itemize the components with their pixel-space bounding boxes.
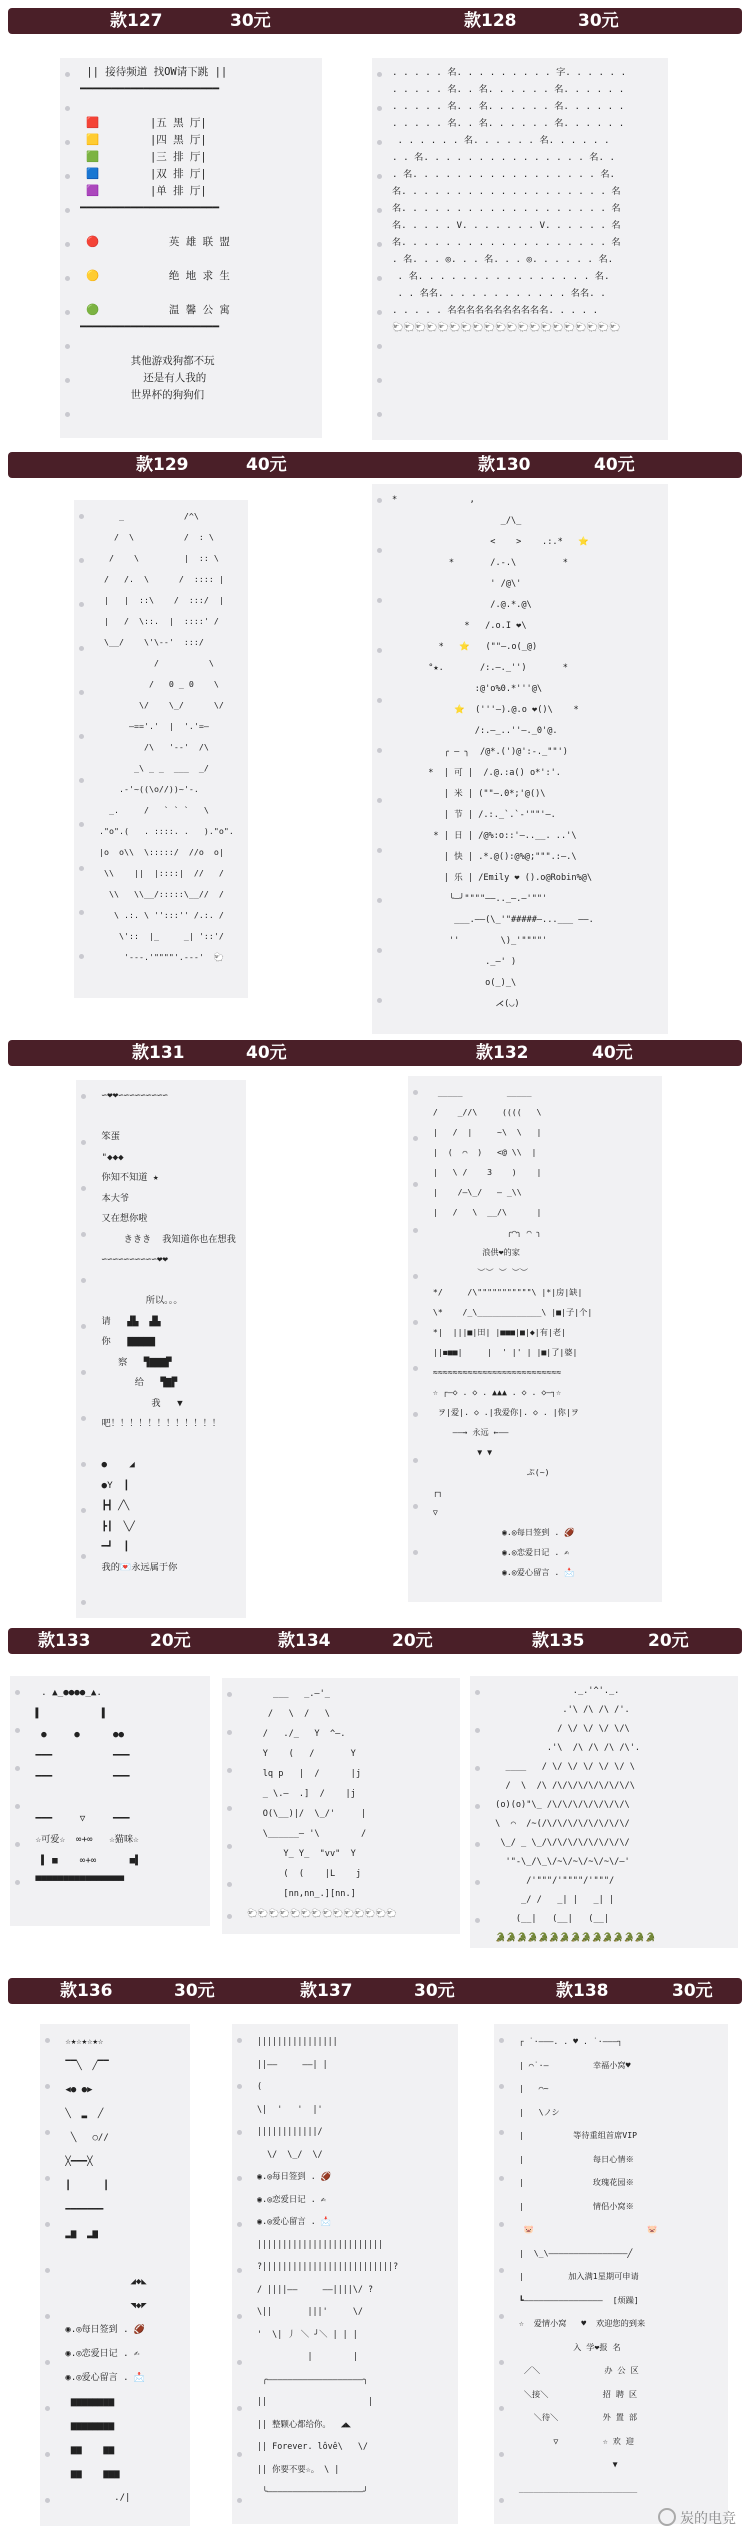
- style-134-preview: [222, 1678, 460, 1934]
- ascii-art-130: * , _/\_ < > .:.* ⭐ * /.-.\ * ' /@\' /.@.*.@\ * /.o.I ❤\ * ⭐ (""—.o(_@) °★. /:.—._'') * :@'o%0.*'''@\ ⭐ ('''—).@.o ❤()\ * /:.—_..''—._0'@. ╭ — ╮ /@*.(')@':-._""') * | 可 | /.@.:a() o*':'. | 米 | (""—.0*;'@()\ | 节 | /.:._`.`-'""'—. * | 日 | /@%:o::'—..__. ..'\ | 快 | .*.@():@%@;""".:—.\ | 乐 | /Emily ❤ ().o@Robin%@\ ╰—╯""""——.._—.—'""' ___.——(\_'"#####—...___ ——. '' \)_'""""' ._—' ) o(_)_\ ⋌(◡): [392, 495, 594, 1009]
- style-code-label: 款136: [60, 1981, 113, 2001]
- price-label: 40元: [592, 1043, 633, 1063]
- price-label: 40元: [246, 455, 287, 475]
- ascii-art-137: |||||||||||||||| ||—— ——| | ( \| ' ' |' ||||||||||||/ \/ \_/ \/ ◉.◎每日签到 . 🏈 ◉.◎恋爱日记 . ✍ ◉.◎爱心留言 . 📩 ||||||||||||||||||||||||| ?||||||||||||||||||||||||||? / ||||—— ——||||\/ ? \|| |||' \/ ' \| 丿 ＼ ╯＼ | | | | | ╭———————————————————╮ || | || 整颗心都给你。 ◢◣ || Forever. lôvê\ \/ || 你要不要☆。 \ | ╰———————————————————╯: [257, 2036, 399, 2496]
- style-136-preview: [40, 2024, 190, 2526]
- style-code-label: 款135: [532, 1631, 585, 1651]
- gutter: [40, 2024, 56, 2526]
- style-code-label: 款133: [38, 1631, 91, 1651]
- style-131-preview: [76, 1080, 246, 1618]
- style-133-preview: [10, 1676, 210, 1926]
- ascii-art-127: || 接待频道 找OW请下跳 || ━━━━━━━━━━━━━━━━━━━━━━ 🟥 |五 黑 厅| 🟨 |四 黑 厅| 🟩 |三 排 厅| 🟦 |双 排 厅| 🟪 |单 排 厅| ━━━━━━━━━━━━━━━━━━━━━━ 🔴 英 雄 联 盟 🟡 绝 地 求 生 🟢 温 馨 公 寓 ━━━━━━━━━━━━━━━━━━━━━━ 其他游戏狗都不玩 还是有人我的 世界杯的狗狗们: [80, 66, 230, 401]
- style-code-label: 款137: [300, 1981, 353, 2001]
- ascii-art-132: _____ _____ / _//\ (((( \ | / | ~\ \ | | ( ⌒ ) <@ \\ | | \ / 3 ) | | /—\_/ — _\\ | / \ __/\ | ╭⌒╮ ⌒ ╮ 浪供❤的家 ︶︶ ︶ ︶︶ */ /\"""""""""""\ |*|房|缺| \* /_\_____________\ |■|子|个| *| |||■|田| |■■■|■|◆|有|老| ||◼■■| | ' |' | |■|了|婆| ≈≈≈≈≈≈≈≈≈≈≈≈≈≈≈≈≈≈≈≈≈≈≈≈≈≈ ☆ ┌—◇ . ◇ . ▲▲▲ . ◇ . ◇—┐☆ ヲ|爱|. ◇ .|我爱你|. ◇ . |你|ヲ ——→ 永远 ←—— ▼ ▼ ぷ(~) ┌┐ ▽ ◉.◎每日签到 . 🏈 ◉.◎恋爱日记 . ✍ ◉.◎爱心留言 . 📩: [432, 1087, 593, 1577]
- ascii-art-135: ._.'^'._. .'\ /\ /\ /'. / \/ \/ \/ \/\ .'\ /\ /\ /\ /\'. ____ / \/ \/ \/ \/ \/ \ / \ /\ /\/\/\/\/\/\/\/\ (o)(o)"\_ /\/\/\/\/\/\/\/\ \ ⌒ /~(/\/\/\/\/\/\/\/\/ \_/ _ \_/\/\/\/\/\/\/\/\/ '"-\_/\_\/~\/~\/~\/~\/—' /'"""/'""""/'"""/ _/ / _| | _| | (__| (__| (__| 🐊🐊🐊🐊🐊🐊🐊🐊🐊🐊🐊🐊🐊🐊🐊: [495, 1686, 656, 1943]
- price-label: 30元: [578, 11, 619, 31]
- style-code-label: 款128: [464, 11, 517, 31]
- gutter: [10, 1676, 26, 1926]
- style-code-label: 款131: [132, 1043, 185, 1063]
- gutter: [60, 58, 76, 438]
- gutter: [470, 1676, 486, 1948]
- price-label: 20元: [392, 1631, 433, 1651]
- style-code-label: 款138: [556, 1981, 609, 2001]
- gutter: [222, 1678, 238, 1934]
- gutter: [494, 2024, 510, 2524]
- style-128-preview: [372, 58, 668, 440]
- price-label: 20元: [648, 1631, 689, 1651]
- ascii-art-138: ┌ ˙·———. . ♥ . ˙·———┐ | ⌒˙·— 幸福小窝♥ | ⌒~ | \ノシ | 等待重组首席VIP | 每日心情※ | 玫瑰花园※ | 情侣小窝※ 🐷 🐷 | \_\————————————————╱ | 加入满1星期可申请 ┗———————————————— [烦躁] ☆ 爱情小窝 ♥ 欢迎您的到来 入 学❤报 名 ／＼ 办 公 区 ＼接＼ 招 聘 区 ＼待＼ 外 置 部 ▽ ☆ 欢 迎 ▼ ________________________: [518, 2036, 658, 2493]
- price-label: 30元: [414, 1981, 455, 2001]
- style-132-preview: [408, 1076, 662, 1602]
- ascii-art-133: . ▲_●●●●_▲. ▌ ▌ ● ● ●● ━━━ ━━━ ━━━ ━━━ ━━━ ▽ ━━━ ☆可爱☆ ∞+∞ ☆猫咪☆ ▌ ■ ∞+∞ ■▌ ▀▀▀▀▀▀▀▀▀▀▀▀▀▀▀▀: [35, 1687, 141, 1887]
- style-code-label: 款129: [136, 455, 189, 475]
- ascii-art-136: ☆★☆★☆★☆ ▔▔╲ ╱▔▔ ◀● ●▶ ╲ ▂ ╱ ╲ ○// ╳━━━╳ ┃ ┃ ━━━━━━━ ▂▆ ▂▆ ◢◆◣ ◥◆◤ ◉.◎每日签到 . 🏈 ◉.◎恋爱日记 . ✍ ◉.◎爱心留言 . 📩 ▆▆▆▆▆▆▆▆ ▆▆▆▆▆▆▆▆ ▆▆ ▆▆ ▆▆ ▆▆▆ ./|: [65, 2037, 147, 2503]
- style-130-preview: [372, 484, 668, 1034]
- price-label: 30元: [672, 1981, 713, 2001]
- price-band-1: [8, 8, 742, 34]
- style-129-preview: [74, 500, 248, 998]
- price-band-3: [8, 1040, 742, 1066]
- style-code-label: 款134: [278, 1631, 331, 1651]
- ascii-art-128: . . . . . 名. . . . . . . . . 字. . . . . . . . . . . 名. . 名. . . . . . 名. . . . . . . . . . . 名. . 名. . . . . . 名. . . . . . . . . . . 名. . 名. . . . . . 名. . . . . . . . . . . . 名. . . . . . 名. . . . . . . . 名. . . . . . . . . . . . . . . 名. . . 名. . . . . . . . . . . . . . . . . 名. 名. . . . . . . . . . . . . . . . . . . 名 名. . . . . . . . . . . . . . . . . . . 名 名. . . . . V. . . . . . . V. . . . . . 名 名. . . . . . . . . . . . . . . . . . . 名 . 名. . . ◎. . . 名. . . ◎. . . . . . 名. . 名. . . . . . . . . . . . . . . . 名. . . 名名. . . . . . . . . . . . 名名. . . . . . . 名名名名名名名名名名名. . . . . 🐑🐑🐑🐑🐑🐑🐑🐑🐑🐑🐑🐑🐑🐑🐑🐑🐑🐑🐑🐑: [392, 67, 627, 333]
- ascii-art-131: ∽❤❤∽∽∽∽∽∽∽∽∽ 笨蛋 "◆◆◆ 你知不知道 ★ 本大爷 又在想你啦 ききき 我知道你也在想我 ∽∽∽∽∽∽∽∽∽∽❤❤ 所以。。。 请 ▟▙ ▟▙ 你 ▇▇▇▇▇ 察 ▜▇▇▇▛ 给 ▜▇▛ 我 ▼ 吧！！！！！！！！！！！！ ● ◢ ●Y ┃ ┣┫ ╱╲ ┣┃ ╲╱ ━┛ ┃ 我的💌永远属于你: [101, 1090, 236, 1573]
- style-135-preview: [470, 1676, 738, 1948]
- style-138-preview: [494, 2024, 728, 2524]
- watermark-logo-icon: [658, 2508, 676, 2526]
- watermark: [658, 2508, 736, 2528]
- gutter: [372, 58, 388, 440]
- gutter: [76, 1080, 92, 1618]
- style-code-label: 款132: [476, 1043, 529, 1063]
- style-137-preview: [232, 2024, 458, 2524]
- gutter: [232, 2024, 248, 2524]
- price-label: 30元: [230, 11, 271, 31]
- price-band-5: [8, 1978, 742, 2004]
- style-127-preview: [60, 58, 322, 438]
- gutter: [74, 500, 90, 998]
- price-label: 40元: [246, 1043, 287, 1063]
- gutter: [408, 1076, 424, 1602]
- price-band-4: [8, 1628, 742, 1654]
- price-label: 20元: [150, 1631, 191, 1651]
- price-label: 30元: [174, 1981, 215, 2001]
- style-code-label: 款130: [478, 455, 531, 475]
- ascii-art-129: _ /^\ / \ / : \ / \ | :: \ / /. \ / :::: | | | ::\ / :::/ | | / \::. | ::::' / \__/ \'\--' :::/ / \ / 0 _ 0 \ \/ \_/ \/ —=='.' | '.'=— /\ '--' /\ _\ _ _ ___ _/ .-'~((\o//))~'-. _. / ` ` ` \ ."o".( . ::::. . )."o". |o o\\ \:::::/ //o o| \\ || |::::| // / \\ \\__/:::::\__// / \ .:. \ '':::'' /.:. / \':: |_ _| '::'/ '---.'""""'.---' 🐑: [98, 511, 234, 962]
- gutter: [372, 484, 388, 1034]
- ascii-art-134: ___ _.—'_ / \ / \ / ./_ Y ^—. Y ( / Y lq p | / |j _ \.— .] / |j O(\__)|/ \_/' | \______— '\ / Y_ Y_ "vv" Y ( ( |L j [nn,nn_.][nn.] 🐑🐑🐑🐑🐑🐑🐑🐑🐑🐑🐑🐑🐑🐑: [247, 1689, 397, 1919]
- price-label: 40元: [594, 455, 635, 475]
- style-code-label: 款127: [110, 11, 163, 31]
- price-band-2: [8, 452, 742, 478]
- watermark-text: 炭的电竞: [680, 2511, 736, 2527]
